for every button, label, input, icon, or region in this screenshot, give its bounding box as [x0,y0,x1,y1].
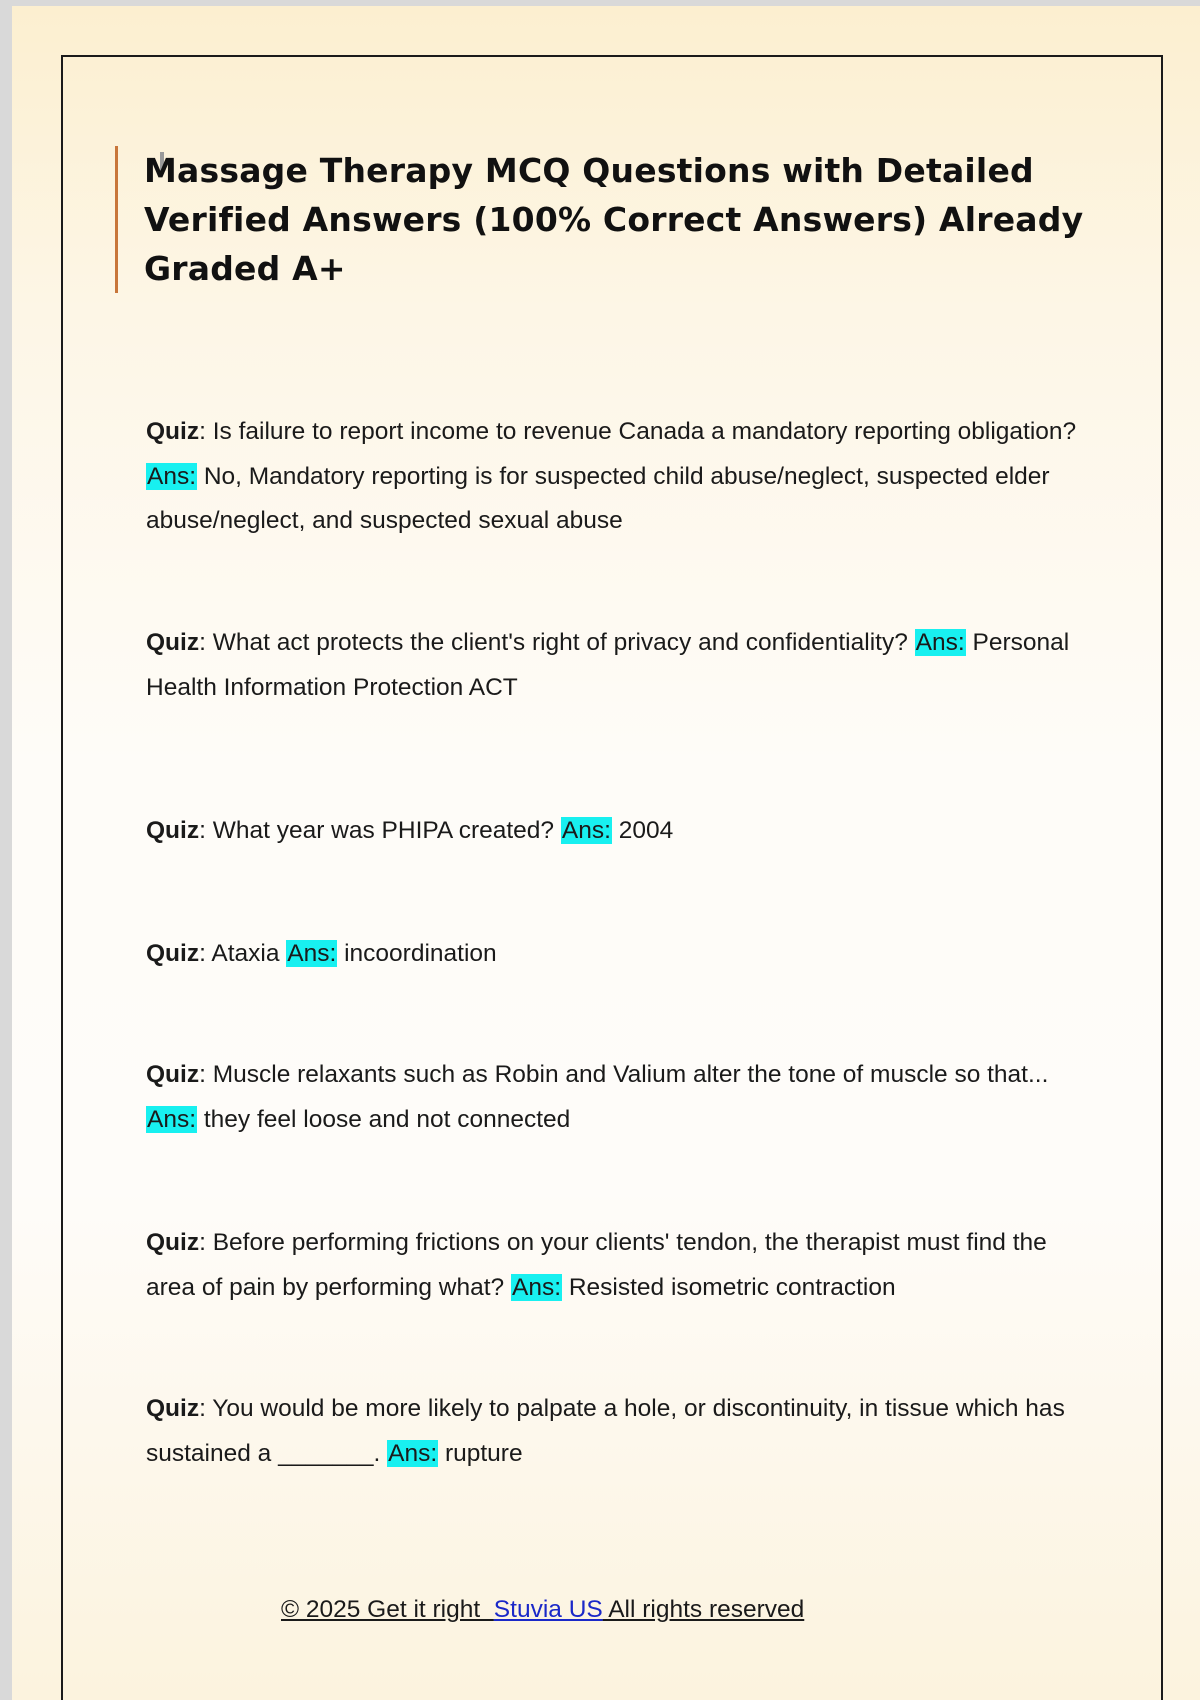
answer-label: Ans: [388,1439,438,1467]
quiz-label: Quiz [146,940,200,967]
quiz-separator: : [199,1061,213,1088]
quiz-separator: : [199,629,213,656]
answer-label: Ans: [147,462,197,490]
answer-text: 2004 [611,817,674,844]
quiz-separator: : [199,940,212,967]
answer-text: rupture [438,1439,523,1467]
question-item [146,1387,1096,1476]
answer-label: Ans: [561,817,611,844]
question-item [146,809,1096,854]
answer-label: Ans: [512,1273,562,1301]
question-item [146,932,1096,977]
answer-text: Resisted isometric contraction [562,1273,896,1301]
answer-text: they feel loose and not connected [197,1105,571,1133]
document-page [12,6,1200,1700]
question-item [146,621,1096,710]
footer-suffix: All rights reserved [602,1596,805,1623]
question-item [146,1053,1096,1142]
question-text: What act protects the client's right of privacy and confidentiality? [212,629,915,656]
footer-prefix: © 2025 Get it right [281,1596,494,1623]
question-text: Ataxia [211,940,287,967]
question-text: What year was PHIPA created? [212,817,561,844]
question-item [146,1221,1096,1310]
quiz-label: Quiz [146,1061,200,1088]
quiz-label: Quiz [146,1395,200,1422]
answer-text: incoordination [337,940,497,967]
question-item [146,410,1096,544]
quiz-separator: : [199,1395,213,1422]
question-text: Before performing frictions on your clients' tendon, the therapist must find the area of pain by performing what? [146,1229,1047,1301]
question-text: Is failure to report income to revenue Canada a mandatory reporting obligation? [212,418,1077,445]
question-text: Muscle relaxants such as Robin and Valium alter the tone of muscle so that... [212,1061,1049,1088]
quiz-label: Quiz [146,1229,200,1256]
quiz-label: Quiz [146,629,200,656]
answer-label: Ans: [915,629,965,656]
quiz-label: Quiz [146,817,200,844]
stuvia-link[interactable]: Stuvia US [493,1596,603,1623]
answer-text: Personal Health Information Protection ACT [146,629,1070,701]
quiz-separator: : [199,1229,213,1256]
answer-label: Ans: [147,1105,197,1133]
question-text: You would be more likely to palpate a hole, or discontinuity, in tissue which has sustained a _______. [146,1395,1065,1467]
quiz-label: Quiz [146,418,200,445]
copyright-footer [281,1596,804,1624]
document-title: Massage Therapy MCQ Questions with Detailed Verified Answers (100% Correct Answers) Already Graded A+ [144,151,1084,288]
title-block [115,146,1104,293]
quiz-separator: : [199,418,213,445]
answer-label: Ans: [287,940,337,967]
quiz-separator: : [199,817,213,844]
answer-text: No, Mandatory reporting is for suspected child abuse/neglect, suspected elder abuse/neglect, and suspected sexual abuse [146,462,1050,534]
